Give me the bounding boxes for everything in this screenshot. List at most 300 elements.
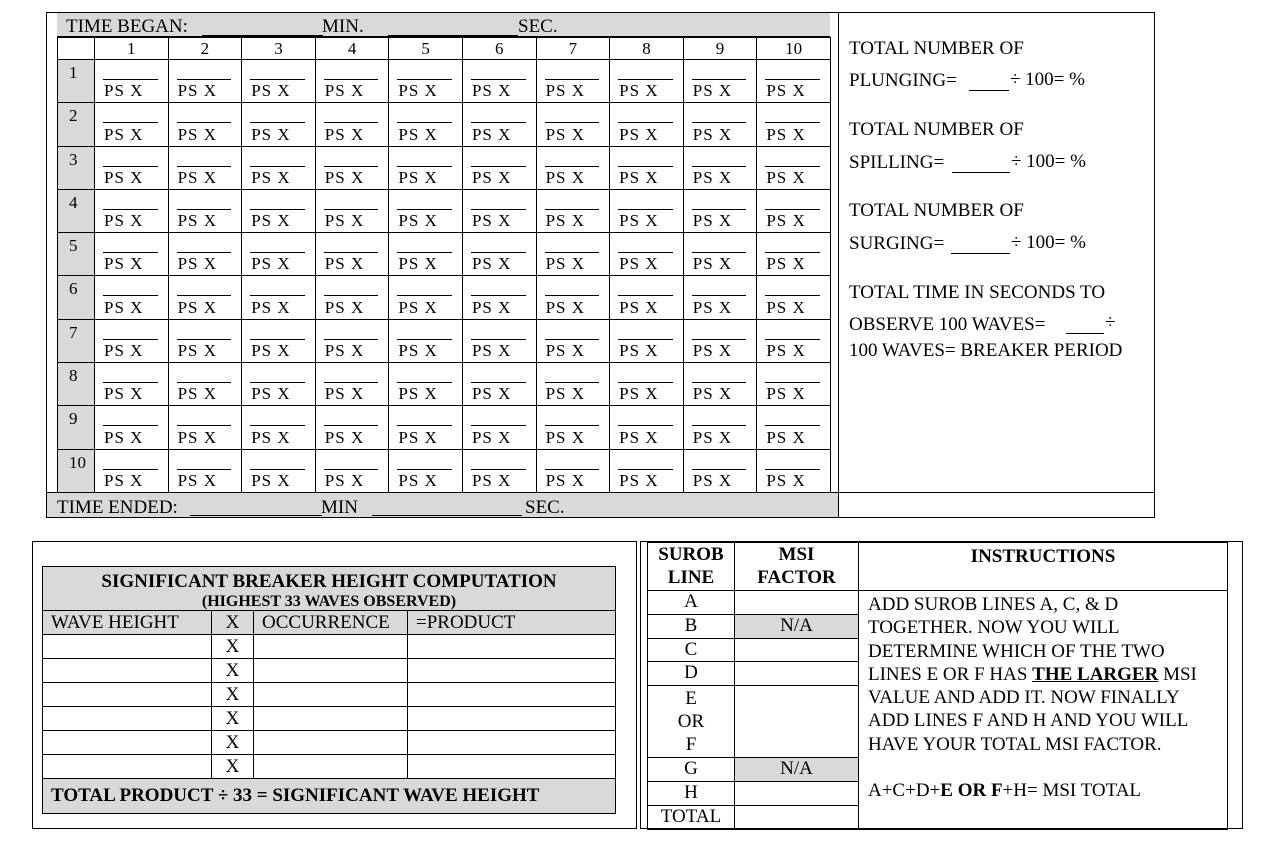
wave-height-cell[interactable] <box>43 707 212 731</box>
time-ended-min-field[interactable] <box>190 515 322 516</box>
entry-line <box>324 122 379 123</box>
psx-options[interactable]: PS X <box>692 81 733 101</box>
psx-options[interactable]: PS X <box>692 470 733 490</box>
psx-options[interactable]: PS X <box>545 167 585 187</box>
wave-height-cell[interactable] <box>43 731 212 755</box>
time-ended-sec-field[interactable] <box>372 515 522 516</box>
product-cell[interactable] <box>408 635 616 659</box>
tally-cell[interactable] <box>610 276 684 319</box>
tally-cell[interactable] <box>757 276 831 319</box>
entry-line <box>765 79 820 80</box>
psx-options[interactable]: PS X <box>766 81 806 101</box>
tally-cell[interactable] <box>315 406 389 449</box>
psx-options[interactable]: PS X <box>251 297 291 317</box>
tally-cell[interactable] <box>242 449 316 492</box>
entry-line <box>618 425 673 426</box>
entry-line <box>692 252 747 253</box>
entry-line <box>324 166 379 167</box>
psx-options[interactable]: PS X <box>324 297 365 317</box>
tally-cell[interactable] <box>168 319 242 362</box>
psx-options[interactable]: PS X <box>177 470 218 490</box>
psx-options[interactable]: PS X <box>619 211 659 231</box>
product-cell[interactable] <box>408 731 616 755</box>
psx-options[interactable]: PS X <box>545 124 585 144</box>
tally-cell[interactable] <box>315 363 389 406</box>
entry-line <box>177 209 232 210</box>
sbh-subtitle: (HIGHEST 33 WAVES OBSERVED) <box>201 593 457 610</box>
psx-options[interactable]: PS X <box>692 167 733 187</box>
psx-options[interactable]: PS X <box>104 297 144 317</box>
tally-cell[interactable] <box>610 319 684 362</box>
psx-options[interactable]: PS X <box>177 167 218 187</box>
psx-options[interactable]: PS X <box>471 341 512 361</box>
psx-options[interactable]: PS X <box>619 427 659 447</box>
tally-cell[interactable] <box>462 319 536 362</box>
entry-line <box>177 79 232 80</box>
psx-options[interactable]: PS X <box>324 167 365 187</box>
column-header: 9 <box>683 38 757 60</box>
entry-line <box>103 295 158 296</box>
psx-options[interactable]: PS X <box>619 124 659 144</box>
psx-options[interactable]: PS X <box>104 81 144 101</box>
psx-options[interactable]: PS X <box>692 124 733 144</box>
entry-line <box>545 122 600 123</box>
wave-height-cell[interactable] <box>43 683 212 707</box>
wave-height-cell[interactable] <box>43 755 212 779</box>
tally-cell[interactable] <box>683 276 757 319</box>
psx-options[interactable]: PS X <box>398 211 438 231</box>
psx-options[interactable]: PS X <box>398 81 438 101</box>
tally-cell[interactable] <box>242 60 316 103</box>
entry-line <box>324 79 379 80</box>
tally-cell[interactable] <box>462 189 536 232</box>
psx-options[interactable]: PS X <box>545 384 585 404</box>
time-began-sec-field[interactable] <box>388 35 518 36</box>
psx-options[interactable]: PS X <box>545 254 585 274</box>
tally-cell[interactable] <box>168 189 242 232</box>
psx-options[interactable]: PS X <box>251 427 291 447</box>
tally-cell[interactable] <box>536 60 610 103</box>
psx-options[interactable]: PS X <box>251 81 291 101</box>
occurrence-cell[interactable] <box>254 659 408 683</box>
tally-cell[interactable] <box>757 406 831 449</box>
tally-cell[interactable] <box>610 363 684 406</box>
time-began-bar <box>57 13 830 37</box>
tally-cell[interactable] <box>315 449 389 492</box>
tally-cell[interactable] <box>389 276 463 319</box>
occurrence-cell[interactable] <box>254 707 408 731</box>
occurrence-cell[interactable] <box>254 755 408 779</box>
occurrence-cell[interactable] <box>254 635 408 659</box>
time-began-min-field[interactable] <box>202 35 323 36</box>
tally-cell[interactable] <box>683 363 757 406</box>
tally-cell[interactable] <box>389 103 463 146</box>
psx-options[interactable]: PS X <box>177 254 218 274</box>
line-e-or-f-factor[interactable] <box>735 686 859 758</box>
tally-cell[interactable] <box>242 276 316 319</box>
psx-options[interactable]: PS X <box>398 124 438 144</box>
tally-cell[interactable] <box>610 406 684 449</box>
psx-options[interactable]: PS X <box>545 211 585 231</box>
tally-cell[interactable] <box>95 146 169 189</box>
row-number: 6 <box>58 276 95 319</box>
plunging-label-line2: PLUNGING= <box>849 70 957 91</box>
entry-line <box>765 469 820 470</box>
psx-options[interactable]: PS X <box>766 211 806 231</box>
tally-cell[interactable] <box>536 233 610 276</box>
divide-sign: ÷ <box>1105 312 1116 333</box>
entry-line <box>618 166 673 167</box>
tally-cell[interactable] <box>683 189 757 232</box>
psx-options[interactable]: PS X <box>471 427 512 447</box>
psx-options[interactable]: PS X <box>251 211 291 231</box>
psx-options[interactable]: PS X <box>251 384 291 404</box>
tally-cell[interactable] <box>610 189 684 232</box>
entry-line <box>103 122 158 123</box>
entry-line <box>250 252 305 253</box>
multiply-x: X <box>212 755 254 779</box>
tally-cell[interactable] <box>389 406 463 449</box>
tally-cell[interactable] <box>462 146 536 189</box>
tally-cell[interactable] <box>315 319 389 362</box>
tally-cell[interactable] <box>168 363 242 406</box>
psx-options[interactable]: PS X <box>324 81 365 101</box>
tally-cell[interactable] <box>95 189 169 232</box>
entry-line <box>103 425 158 426</box>
psx-options[interactable]: PS X <box>104 167 144 187</box>
tally-cell[interactable] <box>315 189 389 232</box>
tally-cell[interactable] <box>610 233 684 276</box>
product-cell[interactable] <box>408 755 616 779</box>
tally-cell[interactable] <box>95 276 169 319</box>
psx-options[interactable]: PS X <box>692 297 733 317</box>
psx-options[interactable]: PS X <box>398 427 438 447</box>
hdr-msi-factor: MSI FACTOR <box>735 543 859 591</box>
occurrence-cell[interactable] <box>254 731 408 755</box>
psx-options[interactable]: PS X <box>398 341 438 361</box>
psx-options[interactable]: PS X <box>398 254 438 274</box>
tally-cell[interactable] <box>315 146 389 189</box>
psx-options[interactable]: PS X <box>104 427 144 447</box>
psx-options[interactable]: PS X <box>766 167 806 187</box>
entry-line <box>250 209 305 210</box>
psx-options[interactable]: PS X <box>177 211 218 231</box>
tally-cell[interactable] <box>168 103 242 146</box>
psx-options[interactable]: PS X <box>692 254 733 274</box>
line-d-factor[interactable] <box>735 662 859 686</box>
product-cell[interactable] <box>408 707 616 731</box>
psx-options[interactable]: PS X <box>545 297 585 317</box>
tally-cell[interactable] <box>536 189 610 232</box>
psx-options[interactable]: PS X <box>471 384 512 404</box>
psx-options[interactable]: PS X <box>619 81 659 101</box>
column-header: 1 <box>95 38 169 60</box>
psx-options[interactable]: PS X <box>104 341 144 361</box>
product-cell[interactable] <box>408 659 616 683</box>
entry-line <box>397 252 452 253</box>
tally-cell[interactable] <box>536 146 610 189</box>
line-total: TOTAL <box>648 805 735 829</box>
entry-line <box>545 469 600 470</box>
tally-cell[interactable] <box>168 146 242 189</box>
tally-cell[interactable] <box>462 103 536 146</box>
line-h-factor[interactable] <box>735 781 859 805</box>
tally-cell[interactable] <box>683 319 757 362</box>
psx-options[interactable]: PS X <box>692 427 733 447</box>
tally-cell[interactable] <box>95 233 169 276</box>
multiply-x: X <box>212 659 254 683</box>
entry-line <box>397 166 452 167</box>
psx-options[interactable]: PS X <box>619 167 659 187</box>
psx-options[interactable]: PS X <box>177 124 218 144</box>
psx-options[interactable]: PS X <box>471 124 512 144</box>
tally-cell[interactable] <box>683 406 757 449</box>
tally-cell[interactable] <box>683 146 757 189</box>
entry-line <box>250 122 305 123</box>
entry-line <box>103 339 158 340</box>
tally-cell[interactable] <box>610 146 684 189</box>
tally-cell[interactable] <box>389 60 463 103</box>
total-time-field[interactable] <box>1066 333 1104 334</box>
tally-cell[interactable] <box>242 103 316 146</box>
line-g-factor: N/A <box>735 758 859 782</box>
entry-line <box>618 209 673 210</box>
psx-options[interactable]: PS X <box>104 211 144 231</box>
wave-height-cell[interactable] <box>43 659 212 683</box>
spilling-formula: ÷ 100= % <box>1011 151 1086 172</box>
psx-options[interactable]: PS X <box>766 470 806 490</box>
psx-options[interactable]: PS X <box>324 341 365 361</box>
tally-cell[interactable] <box>757 449 831 492</box>
entry-line <box>545 339 600 340</box>
tally-cell[interactable] <box>536 363 610 406</box>
entry-line <box>765 252 820 253</box>
tally-cell[interactable] <box>168 406 242 449</box>
psx-options[interactable]: PS X <box>177 297 218 317</box>
tally-cell[interactable] <box>315 276 389 319</box>
tally-cell[interactable] <box>757 60 831 103</box>
entry-line <box>471 295 526 296</box>
psx-options[interactable]: PS X <box>251 470 291 490</box>
psx-options[interactable]: PS X <box>398 470 438 490</box>
tally-cell[interactable] <box>610 103 684 146</box>
tally-cell[interactable] <box>389 146 463 189</box>
psx-options[interactable]: PS X <box>104 124 144 144</box>
tally-cell[interactable] <box>95 449 169 492</box>
psx-options[interactable]: PS X <box>619 297 659 317</box>
line-c-factor[interactable] <box>735 638 859 662</box>
instruction-line: TOGETHER. NOW YOU WILL <box>868 617 1120 639</box>
tally-cell[interactable] <box>683 60 757 103</box>
breaker-period-line: 100 WAVES= BREAKER PERIOD <box>849 340 1123 361</box>
tally-cell[interactable] <box>462 233 536 276</box>
psx-options[interactable]: PS X <box>545 81 585 101</box>
psx-options[interactable]: PS X <box>766 427 806 447</box>
psx-options[interactable]: PS X <box>177 384 218 404</box>
psx-options[interactable]: PS X <box>398 167 438 187</box>
row-number: 2 <box>58 103 95 146</box>
psx-options[interactable]: PS X <box>251 124 291 144</box>
tally-cell[interactable] <box>168 449 242 492</box>
psx-options[interactable]: PS X <box>471 254 512 274</box>
wave-height-cell[interactable] <box>43 635 212 659</box>
tally-cell[interactable] <box>389 233 463 276</box>
tally-cell[interactable] <box>757 363 831 406</box>
tally-cell[interactable] <box>462 449 536 492</box>
entry-line <box>545 295 600 296</box>
psx-options[interactable]: PS X <box>766 297 806 317</box>
tally-cell[interactable] <box>242 233 316 276</box>
min-label: MIN. <box>322 16 364 37</box>
tally-cell[interactable] <box>610 60 684 103</box>
line-a-factor[interactable] <box>735 591 859 615</box>
plunging-count-field[interactable] <box>969 90 1009 91</box>
tally-cell[interactable] <box>95 363 169 406</box>
psx-options[interactable]: PS X <box>692 341 733 361</box>
instructions-body <box>859 591 1228 830</box>
tally-cell[interactable] <box>389 363 463 406</box>
time-began-label: TIME BEGAN: <box>66 16 188 37</box>
hdr-instructions: INSTRUCTIONS <box>859 543 1228 591</box>
tally-cell[interactable] <box>683 233 757 276</box>
psx-options[interactable]: PS X <box>619 341 659 361</box>
psx-options[interactable]: PS X <box>766 254 806 274</box>
line-total-factor[interactable] <box>735 805 859 829</box>
tally-cell[interactable] <box>315 60 389 103</box>
psx-options[interactable]: PS X <box>619 384 659 404</box>
entry-line <box>471 469 526 470</box>
entry-line <box>250 166 305 167</box>
psx-options[interactable]: PS X <box>324 254 365 274</box>
tally-cell[interactable] <box>242 146 316 189</box>
tally-cell[interactable] <box>536 103 610 146</box>
sbh-row <box>43 659 616 683</box>
tally-cell[interactable] <box>536 449 610 492</box>
psx-options[interactable]: PS X <box>104 470 144 490</box>
psx-options[interactable]: PS X <box>545 427 585 447</box>
tally-cell[interactable] <box>462 363 536 406</box>
tally-cell[interactable] <box>462 406 536 449</box>
psx-options[interactable]: PS X <box>104 384 144 404</box>
psx-options[interactable]: PS X <box>398 297 438 317</box>
tally-cell[interactable] <box>242 319 316 362</box>
tally-cell[interactable] <box>95 103 169 146</box>
entry-line <box>324 339 379 340</box>
tally-cell[interactable] <box>168 233 242 276</box>
psx-options[interactable]: PS X <box>104 254 144 274</box>
psx-options[interactable]: PS X <box>766 384 806 404</box>
psx-options[interactable]: PS X <box>766 124 806 144</box>
entry-line <box>324 252 379 253</box>
psx-options[interactable]: PS X <box>692 384 733 404</box>
psx-options[interactable]: PS X <box>177 427 218 447</box>
tally-cell[interactable] <box>242 189 316 232</box>
tally-cell[interactable] <box>242 363 316 406</box>
psx-options[interactable]: PS X <box>471 167 512 187</box>
product-cell[interactable] <box>408 683 616 707</box>
line-d: D <box>648 662 735 686</box>
tally-cell[interactable] <box>168 276 242 319</box>
tally-cell[interactable] <box>315 103 389 146</box>
psx-options[interactable]: PS X <box>324 124 365 144</box>
psx-options[interactable]: PS X <box>619 470 659 490</box>
tally-cell[interactable] <box>168 60 242 103</box>
tally-cell[interactable] <box>536 406 610 449</box>
tally-cell[interactable] <box>95 406 169 449</box>
tally-cell[interactable] <box>242 406 316 449</box>
tally-cell[interactable] <box>536 276 610 319</box>
tally-cell[interactable] <box>536 319 610 362</box>
psx-options[interactable]: PS X <box>251 167 291 187</box>
column-header: 7 <box>536 38 610 60</box>
tally-cell[interactable] <box>389 319 463 362</box>
entry-line <box>397 209 452 210</box>
psx-options[interactable]: PS X <box>177 81 218 101</box>
tally-cell[interactable] <box>757 319 831 362</box>
row-number: 3 <box>58 146 95 189</box>
psx-options[interactable]: PS X <box>324 427 365 447</box>
tally-cell[interactable] <box>95 60 169 103</box>
row-number: 10 <box>58 449 95 492</box>
entry-line <box>765 122 820 123</box>
tally-cell[interactable] <box>757 233 831 276</box>
psx-options[interactable]: PS X <box>545 470 585 490</box>
psx-options[interactable]: PS X <box>251 341 291 361</box>
tally-cell[interactable] <box>757 146 831 189</box>
col-occurrence: OCCURRENCE <box>254 611 408 635</box>
psx-options[interactable]: PS X <box>471 211 512 231</box>
entry-line <box>545 382 600 383</box>
tally-cell[interactable] <box>389 189 463 232</box>
tally-cell[interactable] <box>95 319 169 362</box>
entry-line <box>177 339 232 340</box>
psx-options[interactable]: PS X <box>251 254 291 274</box>
tally-cell[interactable] <box>462 60 536 103</box>
tally-row <box>58 189 831 232</box>
tally-cell[interactable] <box>389 449 463 492</box>
tally-cell[interactable] <box>610 449 684 492</box>
psx-options[interactable]: PS X <box>324 384 365 404</box>
tally-cell[interactable] <box>757 103 831 146</box>
psx-options[interactable]: PS X <box>471 470 512 490</box>
tally-cell[interactable] <box>757 189 831 232</box>
tally-cell[interactable] <box>462 276 536 319</box>
occurrence-cell[interactable] <box>254 683 408 707</box>
psx-options[interactable]: PS X <box>692 211 733 231</box>
tally-row <box>58 276 831 319</box>
psx-options[interactable]: PS X <box>324 470 365 490</box>
spilling-count-field[interactable] <box>952 172 1010 173</box>
sbh-row <box>43 755 616 779</box>
psx-options[interactable]: PS X <box>471 297 512 317</box>
tally-cell[interactable] <box>683 103 757 146</box>
total-time-line2: OBSERVE 100 WAVES= <box>849 314 1046 335</box>
row-number: 4 <box>58 189 95 232</box>
psx-options[interactable]: PS X <box>619 254 659 274</box>
psx-options[interactable]: PS X <box>766 341 806 361</box>
psx-options[interactable]: PS X <box>324 211 365 231</box>
surging-count-field[interactable] <box>951 253 1010 254</box>
column-header: 8 <box>610 38 684 60</box>
psx-options[interactable]: PS X <box>398 384 438 404</box>
tally-cell[interactable] <box>315 233 389 276</box>
tally-cell[interactable] <box>683 449 757 492</box>
psx-options[interactable]: PS X <box>177 341 218 361</box>
entry-line <box>692 122 747 123</box>
psx-options[interactable]: PS X <box>545 341 585 361</box>
psx-options[interactable]: PS X <box>471 81 512 101</box>
sbh-row <box>43 635 616 659</box>
